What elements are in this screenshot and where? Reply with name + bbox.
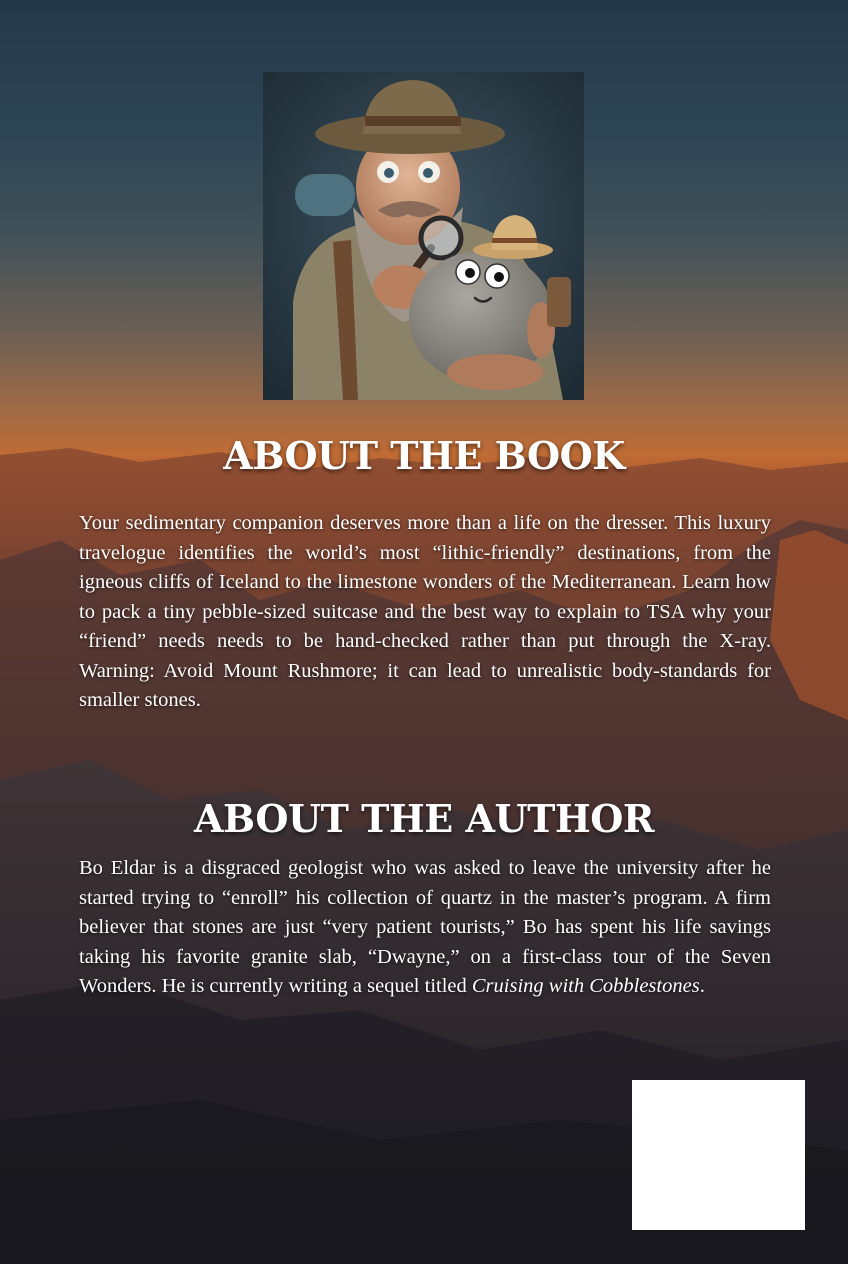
about-the-author-text xyxy=(79,854,771,1002)
barcode-placeholder xyxy=(632,1080,805,1230)
about-the-book-heading: ABOUT THE BOOK xyxy=(223,433,625,478)
author-bio-closing: . xyxy=(699,975,705,997)
author-illustration xyxy=(263,72,584,400)
sequel-title: Cruising with Cobblestones xyxy=(471,975,700,997)
about-the-book-text: Your sedimentary companion deserves more than a life on the dresser. This luxury travelogue identifies the world’s most “lithic-friendly” destinations, from the igneous cliffs of Iceland to the limestone wonders of the Mediterranean. Learn how to pack a tiny pebble-sized suitcase and the best way to explain to TSA why your “friend” needs needs to be hand-checked rather than put through the X-ray. Warning: Avoid Mount Rushmore; it can lead to unrealistic body-standards for smaller stones. xyxy=(79,512,771,711)
author-bio-text: Bo Eldar is a disgraced geologist who was asked to leave the university after he started trying to “enroll” his collection of quartz in the master’s program. A firm believer that stones are just “very patient tourists,” Bo has spent his life savings taking his favorite granite slab, “Dwayne,” on a first-class tour of the Seven Wonders. He is currently writing a sequel titled xyxy=(79,857,771,997)
about-the-author-heading: ABOUT THE AUTHOR xyxy=(194,796,654,841)
explorer-with-pebble-image xyxy=(263,72,584,400)
